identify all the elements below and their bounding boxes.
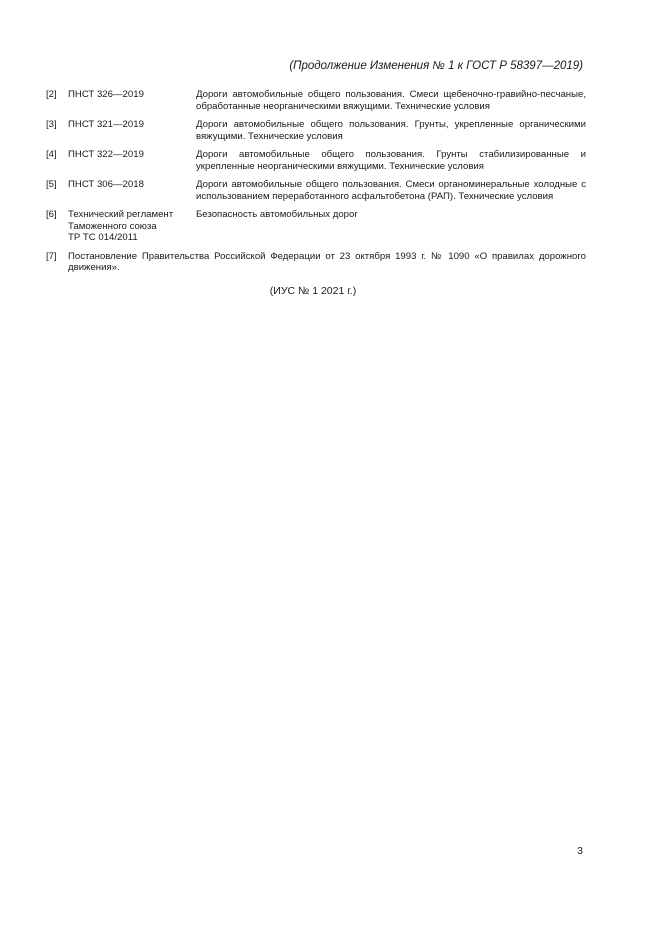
entry-number: [7] <box>46 250 57 262</box>
continuation-header: (Продолжение Изменения № 1 к ГОСТ Р 58397—2019) <box>289 60 583 72</box>
designation-line: ПНСТ 321—2019 <box>68 119 144 130</box>
entry-title: Дороги автомобильные общего пользования. Грунты, укрепленные органическими вяжущими. Технические условия <box>196 119 586 142</box>
entry-number: [5] <box>46 179 57 190</box>
entry-title: Дороги автомобильные общего пользования. Грунты стабилизированные и укрепленные неорганическими вяжущими. Технические условия <box>196 149 586 172</box>
entry-designation <box>68 119 192 131</box>
designation-line: ПНСТ 322—2019 <box>68 149 144 160</box>
designation-line: ТР ТС 014/2011 <box>68 232 138 243</box>
bibliography-entry <box>46 251 586 274</box>
designation-line: Таможенного союза <box>68 220 157 232</box>
entry-title: Безопасность автомобильных дорог <box>196 209 358 220</box>
entry-number: [2] <box>46 89 57 100</box>
bibliography-entry <box>46 209 586 244</box>
designation-line: Технический регламент <box>68 209 174 220</box>
entry-designation <box>68 149 192 161</box>
entry-title: Дороги автомобильные общего пользования. Смеси щебеночно-гравийно-песчаные, обработанные неорганическими вяжущими. Технические условия <box>196 89 586 112</box>
entry-text: Постановление Правительства Российской Федерации от 23 октября 1993 г. № 1090 «О правилах дорожного движения». <box>68 250 586 273</box>
bibliography-entry <box>46 119 586 142</box>
entry-designation <box>68 179 192 191</box>
bibliography-list <box>46 89 586 281</box>
entry-designation <box>68 89 192 101</box>
entry-number: [6] <box>46 209 57 220</box>
ius-reference: (ИУС № 1 2021 г.) <box>269 285 357 297</box>
page-number: 3 <box>577 845 583 857</box>
designation-line: ПНСТ 326—2019 <box>68 89 144 100</box>
bibliography-entry <box>46 179 586 202</box>
entry-title: Дороги автомобильные общего пользования. Смеси органоминеральные холодные с использованием переработанного асфальтобетона (РАП). Технические условия <box>196 179 586 202</box>
bibliography-entry <box>46 149 586 172</box>
entry-number: [3] <box>46 119 57 130</box>
designation-line: ПНСТ 306—2018 <box>68 179 144 190</box>
entry-number: [4] <box>46 149 57 160</box>
bibliography-entry <box>46 89 586 112</box>
entry-designation <box>68 209 192 244</box>
